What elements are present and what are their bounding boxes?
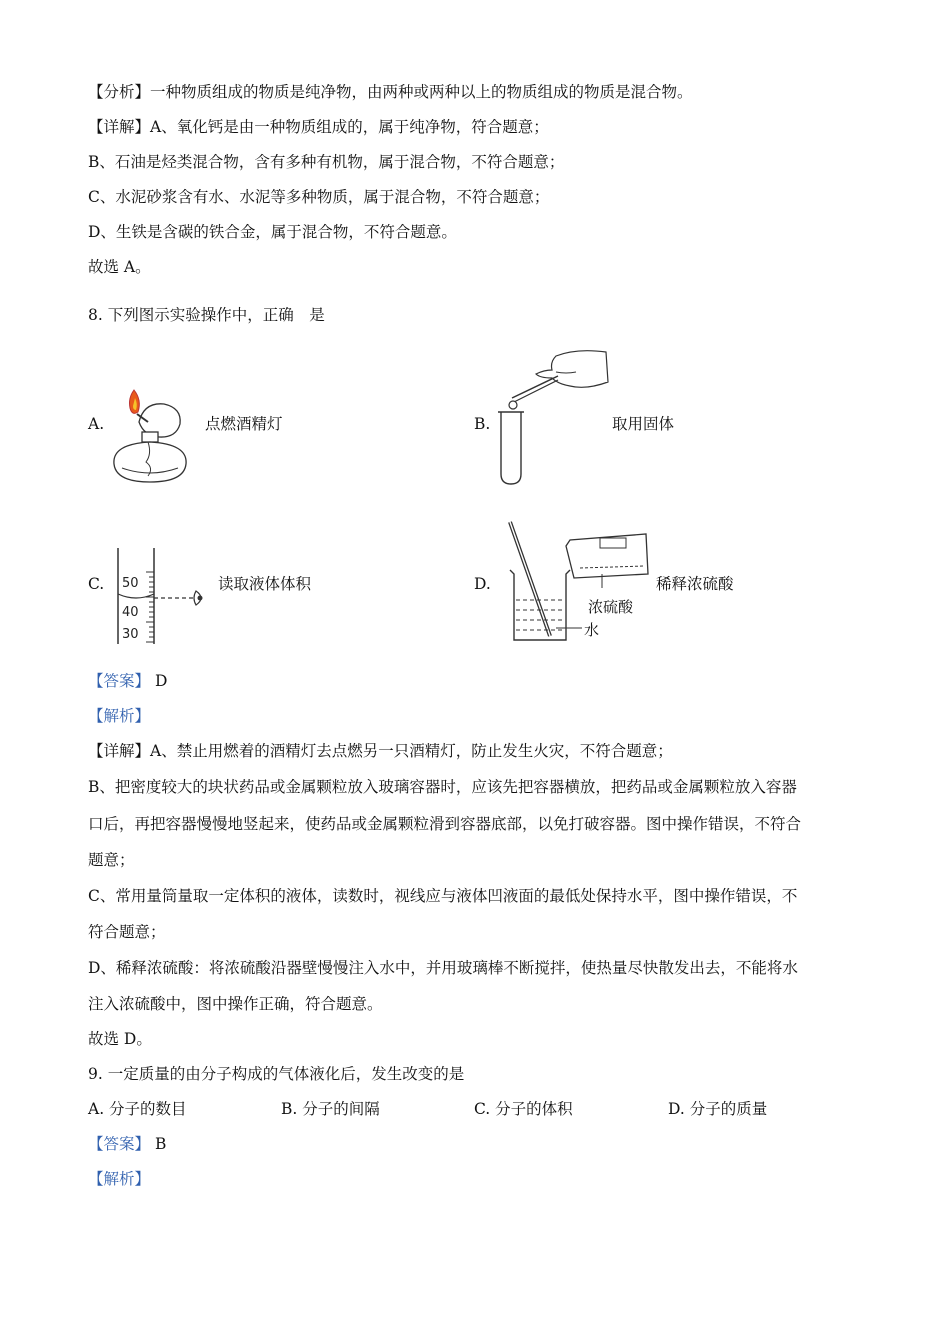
water-label: 水: [584, 621, 600, 639]
tick-label-50: 50: [122, 576, 139, 591]
conclusion-line: 故选 A。: [88, 258, 151, 276]
detail-line-a: 【详解】A、氧化钙是由一种物质组成的，属于纯净物，符合题意；: [88, 118, 549, 136]
q9-option-b: B. 分子的间隔: [281, 1100, 380, 1118]
q8-detail-line-3: 口后，再把容器慢慢地竖起来，使药品或金属颗粒滑到容器底部，以免打破容器。图中操作错误，不符合: [88, 815, 802, 833]
q8-option-b-caption: 取用固体: [612, 415, 675, 433]
tick-label-30: 30: [122, 627, 139, 642]
q8-detail-line-4: 题意；: [88, 851, 135, 869]
q8-conclusion: 故选 D。: [88, 1030, 152, 1048]
q8-detail-line-5: C、常用量筒量取一定体积的液体，读数时，视线应与液体凹液面的最低处保持水平，图中操作错误，不: [88, 887, 798, 905]
q8-question: 8. 下列图示实验操作中，正确 是: [88, 306, 325, 324]
acid-label: 浓硫酸: [588, 598, 634, 616]
detail-line-d: D、生铁是含碳的铁合金，属于混合物，不符合题意。: [88, 223, 457, 241]
alcohol-lamp-figure: [104, 382, 204, 492]
answer-value: D: [154, 672, 168, 690]
q9-jiexi-label: 【解析】: [88, 1170, 151, 1188]
q8-option-d-caption: 稀释浓硫酸: [656, 575, 734, 593]
q8-detail-line-1: 【详解】A、禁止用燃着的酒精灯去点燃另一只酒精灯，防止发生火灾，不符合题意；: [88, 742, 673, 760]
analysis-line-1: 【分析】一种物质组成的物质是纯净物，由两种或两种以上的物质组成的物质是混合物。: [88, 83, 693, 101]
q8-detail-line-8: 注入浓硫酸中，图中操作正确，符合题意。: [88, 995, 383, 1013]
q8-detail-line-2: B、把密度较大的块状药品或金属颗粒放入玻璃容器时，应该先把容器横放，把药品或金属颗粒放入容器: [88, 778, 797, 796]
q8-option-b-letter: B.: [474, 415, 491, 433]
tick-label-40: 40: [122, 605, 139, 620]
q9-answer-value: B: [154, 1135, 167, 1153]
graduated-cylinder-figure: [112, 546, 216, 646]
q9-option-d: D. 分子的质量: [668, 1100, 768, 1118]
q8-jiexi-label: 【解析】: [88, 707, 151, 725]
q9-answer: [88, 1134, 166, 1154]
dilute-acid-figure: [500, 518, 652, 648]
q8-option-a-letter: A.: [88, 415, 105, 433]
q8-option-c-letter: C.: [88, 575, 105, 593]
q9-answer-label: 【答案】: [88, 1135, 151, 1153]
q8-detail-line-7: D、稀释浓硫酸：将浓硫酸沿器壁慢慢注入水中，并用玻璃棒不断搅拌，使热量尽快散发出去，不能将水: [88, 959, 798, 977]
q9-option-a: A. 分子的数目: [88, 1100, 187, 1118]
detail-line-c: C、水泥砂浆含有水、水泥等多种物质，属于混合物，不符合题意；: [88, 188, 550, 206]
q8-option-a-caption: 点燃酒精灯: [205, 415, 283, 433]
q9-option-c: C. 分子的体积: [474, 1100, 573, 1118]
q8-answer: [88, 671, 167, 691]
q8-option-d-letter: D.: [474, 575, 491, 593]
q9-question: 9. 一定质量的由分子构成的气体液化后，发生改变的是: [88, 1065, 465, 1083]
detail-line-b: B、石油是烃类混合物，含有多种有机物，属于混合物，不符合题意；: [88, 153, 565, 171]
test-tube-figure: [496, 346, 612, 488]
q8-detail-line-6: 符合题意；: [88, 923, 166, 941]
q8-option-c-caption: 读取液体体积: [218, 575, 312, 593]
answer-label: 【答案】: [88, 672, 151, 690]
